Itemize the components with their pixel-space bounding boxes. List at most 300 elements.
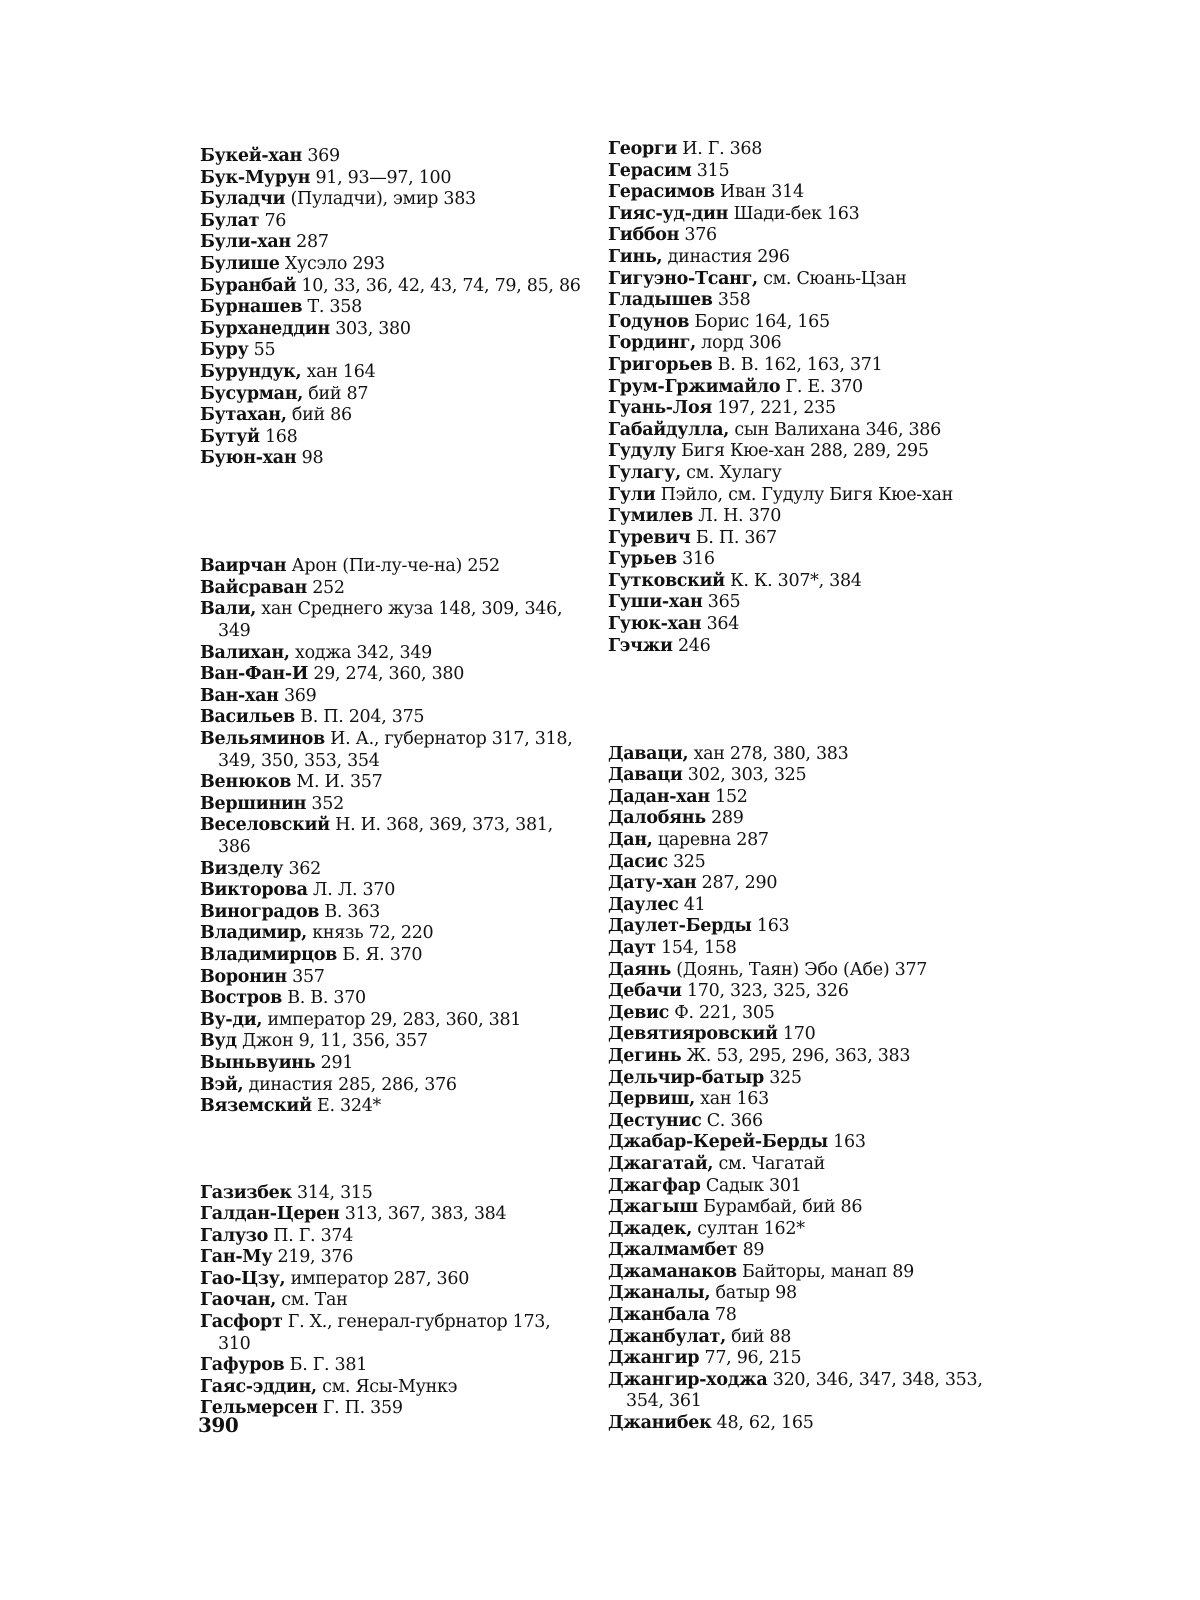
- section-gap: [200, 470, 585, 492]
- index-entry: [200, 405, 585, 427]
- index-entry: [608, 1068, 993, 1090]
- index-entry-heading: Бусурман,: [200, 383, 303, 404]
- index-entry-heading: Девятияровский: [608, 1024, 778, 1045]
- index-entry: [200, 1355, 585, 1377]
- index-entry: [200, 859, 585, 881]
- index-entry-references: см. Ясы-Мункэ: [316, 1376, 458, 1397]
- index-entry-references: (Доянь, Таян) Эбо (Абе) 377: [671, 959, 928, 980]
- index-entry-references: бий 87: [303, 383, 369, 404]
- page-number: 390: [198, 1413, 239, 1437]
- index-entry-heading: Бурундук,: [200, 361, 302, 382]
- index-entry: [200, 707, 585, 729]
- index-entry-references: Хусэло 293: [279, 253, 385, 274]
- index-entry-references: 163: [827, 1132, 866, 1153]
- index-entry-references: Бурамбай, бий 86: [697, 1197, 863, 1218]
- index-entry: [608, 1003, 993, 1025]
- index-entry-heading: Вуд: [200, 1031, 237, 1052]
- index-entry-heading: Дан,: [608, 830, 653, 850]
- index-entry: [200, 211, 585, 233]
- index-entry: [608, 225, 993, 247]
- index-entry-references: Е. 324*: [311, 1096, 381, 1117]
- index-entry: [200, 880, 585, 902]
- index-entry: [608, 1283, 993, 1305]
- index-entry: [608, 1024, 993, 1046]
- index-entry-references: 246: [672, 635, 711, 656]
- index-entry: [200, 384, 585, 406]
- index-entry-heading: Джангир: [608, 1348, 700, 1369]
- index-entry-references: 287: [290, 232, 329, 253]
- index-entry: [608, 398, 993, 420]
- index-entry-heading: Булише: [200, 253, 280, 274]
- index-entry-references: Л. Л. 370: [307, 880, 396, 901]
- index-entry: [200, 1010, 585, 1032]
- index-entry-heading: Гули: [608, 484, 656, 505]
- index-entry-references: бий 88: [725, 1326, 792, 1347]
- index-entry-references: см. Хулагу: [680, 462, 782, 483]
- index-entry: [200, 168, 585, 190]
- index-entry-heading: Годунов: [608, 311, 690, 332]
- index-entry: [608, 916, 993, 938]
- index-entry: [608, 873, 993, 895]
- index-entry-references: 303, 380: [329, 318, 411, 339]
- index-entry-references: хан Среднего жуза 148, 309, 346, 349: [218, 599, 563, 642]
- index-entry-references: 48, 62, 165: [711, 1413, 814, 1434]
- index-entry-heading: Ган-Му: [200, 1247, 273, 1268]
- index-entry-references: И. Г. 368: [677, 139, 763, 159]
- index-entry-heading: Даваци: [608, 765, 683, 786]
- index-entry-references: император 29, 283, 360, 381: [262, 1009, 522, 1030]
- index-entry-references: 302, 303, 325: [682, 765, 807, 786]
- index-entry: [608, 1132, 993, 1154]
- index-entry: [608, 765, 993, 787]
- index-entry-references: В. В. 370: [281, 988, 366, 1009]
- index-entry: [608, 938, 993, 960]
- index-entry-heading: Джангир-ходжа: [608, 1369, 768, 1390]
- index-entry-heading: Газизбек: [200, 1182, 292, 1203]
- index-entry-references: С. 366: [701, 1110, 763, 1131]
- index-entry: [200, 556, 585, 578]
- index-entry-references: 369: [278, 685, 317, 706]
- index-entry: [608, 895, 993, 917]
- index-entry-heading: Далобянь: [608, 808, 706, 829]
- index-entry-references: 287, 290: [696, 873, 778, 894]
- index-entry-references: 77, 96, 215: [699, 1348, 802, 1369]
- index-entry-heading: Гельмерсен: [200, 1398, 318, 1419]
- index-entry-references: Г. Х., генерал-губрнатор 173, 310: [218, 1312, 551, 1354]
- index-entry-heading: Букей-хан: [200, 146, 303, 166]
- index-entry-references: 352: [306, 793, 344, 814]
- index-entry-heading: Веселовский: [200, 815, 330, 836]
- index-entry: [608, 960, 993, 982]
- index-entry-heading: Дестунис: [608, 1110, 702, 1131]
- index-entry-references: султан 162*: [692, 1218, 805, 1239]
- index-entry-references: Борис 164, 165: [689, 311, 830, 332]
- index-entry-references: (Пуладчи), эмир 383: [285, 189, 476, 210]
- index-entry-heading: Венюков: [200, 772, 292, 793]
- index-entry: [200, 988, 585, 1010]
- index-entry: [200, 815, 585, 858]
- index-entry: [200, 1247, 585, 1269]
- index-entry-references: Иван 314: [714, 182, 804, 203]
- index-entry-heading: Вали,: [200, 599, 257, 620]
- index-entry-heading: Гасфорт: [200, 1312, 283, 1333]
- index-entry-heading: Ван-Фан-И: [200, 664, 309, 685]
- index-entry: [200, 1269, 585, 1291]
- index-entry-heading: Буладчи: [200, 189, 286, 210]
- index-entry: [200, 945, 585, 967]
- index-entry-heading: Галдан-Церен: [200, 1204, 340, 1225]
- index-entry-references: 316: [676, 549, 715, 570]
- section-gap: [608, 679, 993, 701]
- index-entry: [200, 686, 585, 708]
- index-entry-references: 41: [678, 894, 706, 915]
- index-entry: [608, 441, 993, 463]
- index-entry-heading: Булат: [200, 210, 260, 231]
- index-entry: [200, 1096, 585, 1118]
- index-entry-heading: Виноградов: [200, 901, 320, 922]
- index-column-left: [200, 146, 585, 1420]
- index-entry-heading: Ван-хан: [200, 685, 279, 706]
- index-entry-heading: Джадек,: [608, 1218, 692, 1239]
- index-entry-references: батыр 98: [710, 1283, 797, 1304]
- index-entry: [608, 981, 993, 1003]
- index-entry-heading: Востров: [200, 988, 282, 1009]
- section-gap: [608, 722, 993, 744]
- index-entry-references: 163: [751, 916, 790, 937]
- index-entry-references: 369: [302, 146, 340, 166]
- section-gap: [200, 535, 585, 557]
- index-entry-references: князь 72, 220: [306, 923, 434, 944]
- index-entry: [200, 340, 585, 362]
- index-entry: [608, 1370, 993, 1413]
- index-entry-references: династия 296: [662, 246, 790, 267]
- index-entry-references: Байторы, манап 89: [736, 1261, 914, 1282]
- section-gap: [200, 1161, 585, 1183]
- index-entry-references: см. Тан: [276, 1290, 348, 1311]
- index-entry-heading: Бурханеддин: [200, 318, 330, 339]
- index-entry-heading: Гуревич: [608, 527, 691, 548]
- index-entry-heading: Гуань-Лоя: [608, 398, 712, 419]
- index-entry-heading: Джабар-Керей-Берды: [608, 1132, 828, 1153]
- index-entry: [200, 1290, 585, 1312]
- index-entry: [608, 808, 993, 830]
- index-entry-references: 313, 367, 383, 384: [339, 1204, 507, 1225]
- index-entry-references: В. 363: [319, 901, 380, 922]
- index-entry: [608, 420, 993, 442]
- index-entry-references: 320, 346, 347, 348, 353, 354, 361: [626, 1369, 983, 1412]
- index-entry: [200, 1031, 585, 1053]
- index-entry-heading: Владимирцов: [200, 944, 337, 965]
- index-entry-heading: Джанбала: [608, 1305, 710, 1326]
- index-entry: [608, 204, 993, 226]
- index-entry-references: Ж. 53, 295, 296, 363, 383: [681, 1045, 911, 1066]
- index-entry-heading: Ву-ди,: [200, 1009, 263, 1030]
- index-entry: [200, 427, 585, 449]
- index-entry-heading: Галузо: [200, 1225, 269, 1246]
- index-entry-references: бий 86: [286, 405, 352, 426]
- index-entry: [200, 578, 585, 600]
- index-entry: [200, 1312, 585, 1355]
- index-entry-references: Бигя Кюе-хан 288, 289, 295: [675, 441, 929, 462]
- index-entry-references: М. И. 357: [291, 772, 383, 793]
- index-entry-references: император 287, 360: [285, 1268, 470, 1289]
- index-entry-heading: Гулагу,: [608, 462, 681, 483]
- index-entry-references: 152: [709, 786, 748, 807]
- index-entry-heading: Бурнашев: [200, 297, 303, 318]
- index-entry-references: династия 285, 286, 376: [243, 1074, 457, 1095]
- index-entry-heading: Джагатай,: [608, 1153, 714, 1174]
- index-entry-references: 98: [296, 448, 324, 469]
- index-entry: [608, 636, 993, 658]
- section-gap: [608, 700, 993, 722]
- index-entry-references: 376: [679, 225, 717, 246]
- index-entry-references: Б. Г. 381: [284, 1355, 368, 1376]
- index-entry: [200, 1377, 585, 1399]
- index-entry-references: ходжа 342, 349: [289, 642, 433, 663]
- index-entry-heading: Джалмамбет: [608, 1240, 738, 1261]
- index-entry-references: 76: [259, 210, 287, 231]
- index-entry: [608, 312, 993, 334]
- index-entry-heading: Георги: [608, 139, 678, 159]
- index-entry-references: 154, 158: [655, 937, 737, 958]
- index-entry-heading: Джанибек: [608, 1413, 712, 1434]
- index-entry-references: Пэйло, см. Гудулу Бигя Кюе-хан: [655, 484, 953, 505]
- index-entry-references: 170, 323, 325, 326: [681, 981, 849, 1002]
- index-entry-heading: Дадан-хан: [608, 786, 710, 807]
- index-entry-heading: Габайдулла,: [608, 419, 730, 440]
- index-entry-references: Л. Н. 370: [693, 506, 782, 527]
- index-entry-references: 197, 221, 235: [711, 398, 836, 419]
- index-entry: [608, 1262, 993, 1284]
- index-entry-heading: Бук-Мурун: [200, 167, 311, 188]
- index-entry: [200, 276, 585, 298]
- index-entry-references: Джон 9, 11, 356, 357: [236, 1031, 428, 1052]
- index-entry-heading: Вершинин: [200, 793, 307, 814]
- index-entry: [608, 485, 993, 507]
- index-entry: [608, 744, 993, 766]
- index-entry: [200, 902, 585, 924]
- index-entry-heading: Вельяминов: [200, 729, 325, 750]
- index-entry-references: 29, 274, 360, 380: [308, 664, 465, 685]
- index-entry-references: хан 163: [694, 1089, 769, 1110]
- index-entry: [608, 1089, 993, 1111]
- index-entry-references: В. П. 204, 375: [294, 707, 425, 728]
- index-entry-references: Б. Я. 370: [337, 944, 423, 965]
- index-entry-heading: Бутуй: [200, 426, 260, 447]
- index-entry: [608, 1240, 993, 1262]
- section-gap: [200, 492, 585, 514]
- index-entry: [608, 506, 993, 528]
- index-entry: [608, 1111, 993, 1133]
- index-entry-references: 91, 93—97, 100: [310, 167, 452, 188]
- index-entry-references: 358: [712, 290, 751, 311]
- index-entry-heading: Буранбай: [200, 275, 297, 296]
- index-entry-heading: Ваирчан: [200, 556, 287, 577]
- index-entry-heading: Гао-Цзу,: [200, 1268, 286, 1289]
- index-entry: [200, 362, 585, 384]
- index-entry: [608, 528, 993, 550]
- section-gap: [200, 513, 585, 535]
- index-entry: [200, 232, 585, 254]
- index-entry: [200, 448, 585, 470]
- index-entry-references: 78: [709, 1305, 737, 1326]
- index-entry: [200, 772, 585, 794]
- index-entry-heading: Гияс-уд-дин: [608, 203, 729, 224]
- index-entry-references: лорд 306: [695, 333, 782, 354]
- index-entry-heading: Джагыш: [608, 1197, 698, 1218]
- index-entry: [200, 729, 585, 772]
- index-entry-references: хан 164: [301, 361, 376, 382]
- index-entry-heading: Визделу: [200, 858, 284, 879]
- index-entry: [200, 923, 585, 945]
- index-entry-heading: Гаяс-эддин,: [200, 1376, 317, 1397]
- index-entry: [608, 377, 993, 399]
- index-entry: [608, 139, 993, 161]
- index-entry-references: П. Г. 374: [268, 1225, 354, 1246]
- index-entry-references: 219, 376: [272, 1247, 354, 1268]
- index-entry-references: 314, 315: [291, 1182, 373, 1203]
- index-entry-heading: Джагфар: [608, 1175, 701, 1196]
- index-entry-heading: Васильев: [200, 707, 295, 728]
- index-entry-references: 325: [763, 1067, 802, 1088]
- index-entry: [608, 592, 993, 614]
- index-entry: [200, 643, 585, 665]
- index-entry: [608, 549, 993, 571]
- index-entry-heading: Валихан,: [200, 642, 290, 663]
- index-entry-heading: Вяземский: [200, 1096, 312, 1117]
- index-entry: [200, 1398, 585, 1420]
- index-entry: [608, 1305, 993, 1327]
- index-entry: [200, 146, 585, 168]
- index-entry-heading: Були-хан: [200, 232, 291, 253]
- index-entry: [608, 1327, 993, 1349]
- index-entry: [608, 1219, 993, 1241]
- index-entry-references: Арон (Пи-лу-че-на) 252: [286, 556, 500, 577]
- index-entry: [608, 852, 993, 874]
- index-entry: [608, 830, 993, 852]
- index-entry-references: 364: [701, 614, 740, 635]
- index-entry-references: 362: [283, 858, 321, 879]
- index-entry: [608, 333, 993, 355]
- index-entry-references: Г. П. 359: [317, 1398, 403, 1419]
- index-entry: [608, 614, 993, 636]
- index-entry-heading: Дасис: [608, 851, 668, 872]
- index-entry-references: 289: [705, 808, 744, 829]
- index-entry-references: Г. Е. 370: [780, 376, 863, 397]
- index-entry-heading: Гуюк-хан: [608, 614, 702, 635]
- index-entry-references: К. К. 307*, 384: [724, 570, 862, 591]
- index-entry-heading: Гаочан,: [200, 1290, 277, 1311]
- index-entry-heading: Гинь,: [608, 246, 663, 267]
- index-entry-heading: Григорьев: [608, 354, 713, 375]
- index-entry-references: см. Чагатай: [713, 1153, 826, 1174]
- index-entry-references: Б. П. 367: [690, 527, 777, 548]
- index-entry: [200, 254, 585, 276]
- index-entry-heading: Девис: [608, 1002, 669, 1023]
- index-entry-references: 365: [702, 592, 741, 613]
- index-entry-heading: Бутахан,: [200, 405, 287, 426]
- index-entry-heading: Дельчир-батыр: [608, 1067, 764, 1088]
- index-entry: [608, 787, 993, 809]
- index-entry-references: см. Сюань-Цзан: [757, 268, 907, 289]
- section-gap: [200, 1118, 585, 1140]
- index-entry-heading: Гумилев: [608, 506, 693, 527]
- index-entry-references: Шади-бек 163: [728, 203, 860, 224]
- index-entry: [200, 967, 585, 989]
- index-entry: [608, 1348, 993, 1370]
- index-entry-heading: Герасим: [608, 160, 692, 181]
- index-entry: [608, 355, 993, 377]
- index-entry-references: 170: [777, 1024, 816, 1045]
- index-entry: [200, 1204, 585, 1226]
- index-entry-heading: Гординг,: [608, 333, 696, 354]
- index-entry-references: 325: [667, 851, 706, 872]
- index-entry-heading: Даянь: [608, 959, 672, 980]
- index-entry-references: 55: [248, 340, 276, 361]
- index-entry-heading: Дебачи: [608, 981, 682, 1002]
- index-entry-references: хан 278, 380, 383: [688, 743, 849, 764]
- index-entry-heading: Гутковский: [608, 570, 725, 591]
- index-entry: [608, 182, 993, 204]
- index-entry-references: 10, 33, 36, 42, 43, 74, 79, 85, 86: [296, 275, 581, 296]
- index-entry-heading: Джанбулат,: [608, 1326, 726, 1347]
- index-entry: [200, 664, 585, 686]
- index-entry: [200, 189, 585, 211]
- index-entry-heading: Дервиш,: [608, 1089, 695, 1110]
- index-entry-heading: Гиббон: [608, 225, 680, 246]
- index-entry: [200, 319, 585, 341]
- index-entry-heading: Выньвуинь: [200, 1052, 316, 1073]
- index-entry-heading: Гудулу: [608, 441, 676, 462]
- index-entry-heading: Даулес: [608, 894, 679, 915]
- index-entry-references: Т. 358: [302, 297, 362, 318]
- index-entry-heading: Дегинь: [608, 1045, 682, 1066]
- index-entry-heading: Воронин: [200, 966, 287, 987]
- index-entry-heading: Буюн-хан: [200, 448, 297, 469]
- index-entry: [608, 247, 993, 269]
- index-entry-heading: Вайсраван: [200, 577, 307, 598]
- index-entry: [200, 297, 585, 319]
- index-entry: [608, 1413, 993, 1435]
- index-entry-references: Ф. 221, 305: [669, 1002, 775, 1023]
- index-entry-heading: Владимир,: [200, 923, 307, 944]
- index-entry: [200, 599, 585, 642]
- section-gap: [200, 1139, 585, 1161]
- index-entry-heading: Джаманаков: [608, 1261, 737, 1282]
- index-entry-heading: Гурьев: [608, 549, 677, 570]
- index-entry-references: 291: [315, 1052, 354, 1073]
- index-entry-heading: Джаналы,: [608, 1283, 711, 1304]
- index-entry: [200, 794, 585, 816]
- index-entry: [200, 1075, 585, 1097]
- index-entry: [200, 1053, 585, 1075]
- index-entry-heading: Дату-хан: [608, 873, 697, 894]
- index-entry: [608, 571, 993, 593]
- index-entry-heading: Грум-Гржимайло: [608, 376, 781, 397]
- index-entry-references: Н. И. 368, 369, 373, 381, 386: [218, 815, 553, 857]
- index-entry-heading: Викторова: [200, 880, 308, 901]
- index-entry-heading: Даулет-Берды: [608, 916, 752, 937]
- index-entry-heading: Гладышев: [608, 290, 713, 311]
- index-entry-references: И. А., губернатор 317, 318, 349, 350, 353, 354: [218, 729, 573, 771]
- index-entry-heading: Гэчжи: [608, 635, 673, 656]
- index-entry-heading: Вэй,: [200, 1074, 244, 1095]
- index-entry: [608, 1197, 993, 1219]
- index-entry: [608, 269, 993, 291]
- index-entry: [608, 1176, 993, 1198]
- index-column-right: [608, 139, 993, 1435]
- index-entry: [200, 1226, 585, 1248]
